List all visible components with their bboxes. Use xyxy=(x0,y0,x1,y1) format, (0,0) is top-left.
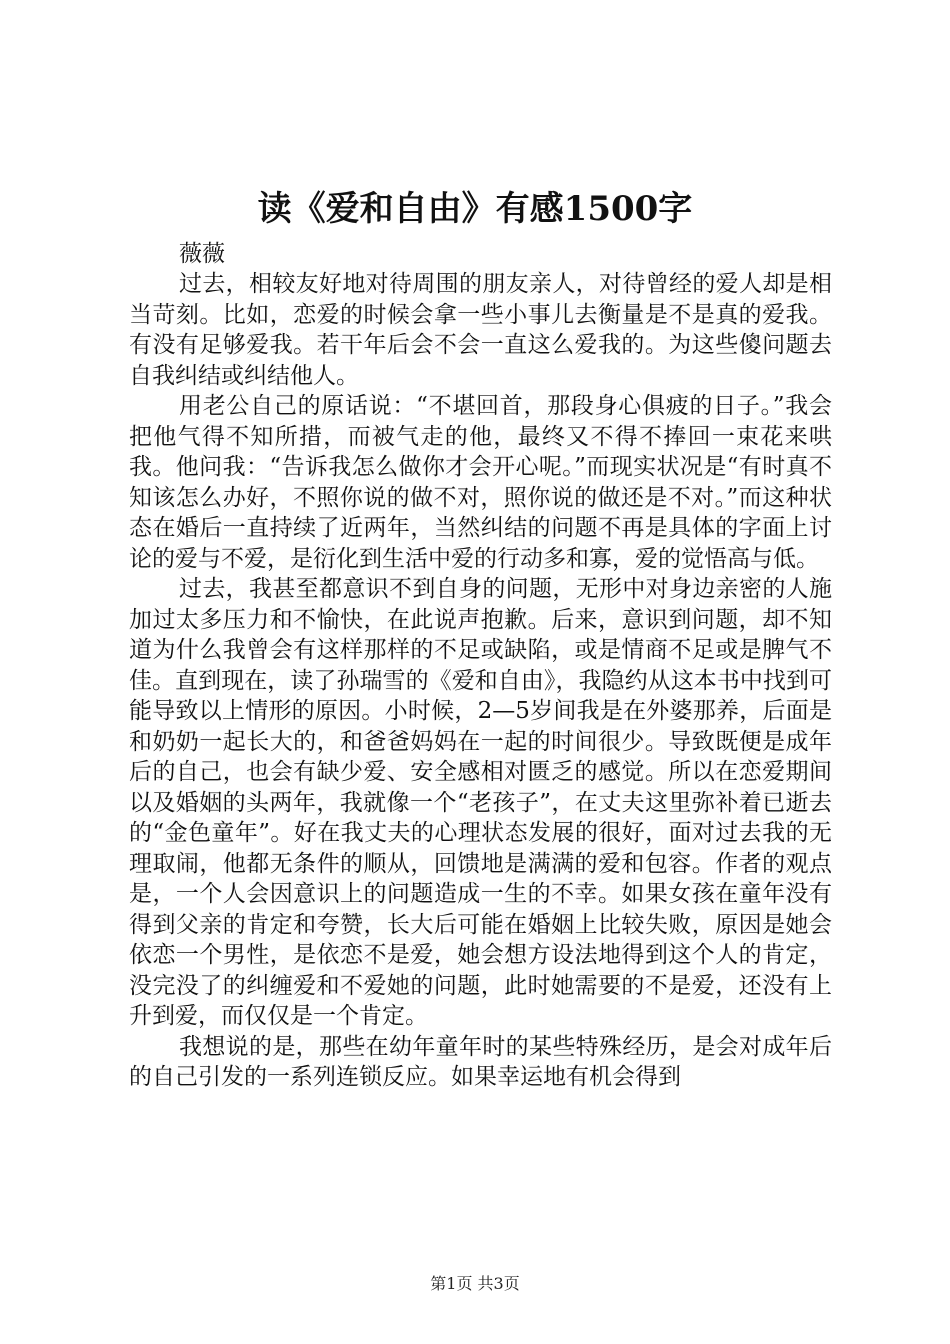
document-body xyxy=(129,239,832,1093)
paragraph-1: 过去，相较友好地对待周围的朋友亲人，对待曾经的爱人却是相当苛刻。比如，恋爱的时候会拿一些小事儿去衡量是不是真的爱我。有没有足够爱我。若干年后会不会一直这么爱我的。为这些傻问题去自我纠结或纠结他人。 xyxy=(129,271,832,389)
paragraph-4: 我想说的是，那些在幼年童年时的某些特殊经历，是会对成年后的自己引发的一系列连锁反应。如果幸运地有机会得到 xyxy=(129,1033,832,1090)
author-name: 薇薇 xyxy=(179,241,225,267)
document-title: 读《爱和自由》有感1500字 xyxy=(257,189,693,229)
paragraph-2: 用老公自己的原话说：“不堪回首，那段身心俱疲的日子。”我会把他气得不知所措，而被气走的他，最终又不得不捧回一束花来哄我。他问我：“告诉我怎么做你才会开心呢。”而现实状况是“有时真不知该怎么办好，不照你说的做不对，照你说的做还是不对。”而这种状态在婚后一直持续了近两年，当然纠结的问题不再是具体的字面上讨论的爱与不爱，是衍化到生活中爱的行动多和寡，爱的觉悟高与低。 xyxy=(129,393,832,572)
page-footer: 第1页 共3页 xyxy=(430,1274,520,1293)
paragraph-3: 过去，我甚至都意识不到自身的问题，无形中对身边亲密的人施加过太多压力和不愉快，在此说声抱歉。后来，意识到问题，却不知道为什么我曾会有这样那样的不足或缺陷，或是情商不足或是脾气不佳。直到现在，读了孙瑞雪的《爱和自由》，我隐约从这本书中找到可能导致以上情形的原因。小时候，2—5岁间我是在外婆那养，后面是和奶奶一起长大的，和爸爸妈妈在一起的时间很少。导致既便是成年后的自己，也会有缺少爱、安全感相对匮乏的感觉。所以在恋爱期间以及婚姻的头两年，我就像一个“老孩子”，在丈夫这里弥补着已逝去的“金色童年”。好在我丈夫的心理状态发展的很好，面对过去我的无理取闹，他都无条件的顺从，回馈地是满满的爱和包容。作者的观点是，一个人会因意识上的问题造成一生的不幸。如果女孩在童年没有得到父亲的肯定和夸赞，长大后可能在婚姻上比较失败，原因是她会依恋一个男性，是依恋不是爱，她会想方设法地得到这个人的肯定，没完没了的纠缠爱和不爱她的问题，此时她需要的不是爱，还没有上升到爱，而仅仅是一个肯定。 xyxy=(129,576,832,1029)
